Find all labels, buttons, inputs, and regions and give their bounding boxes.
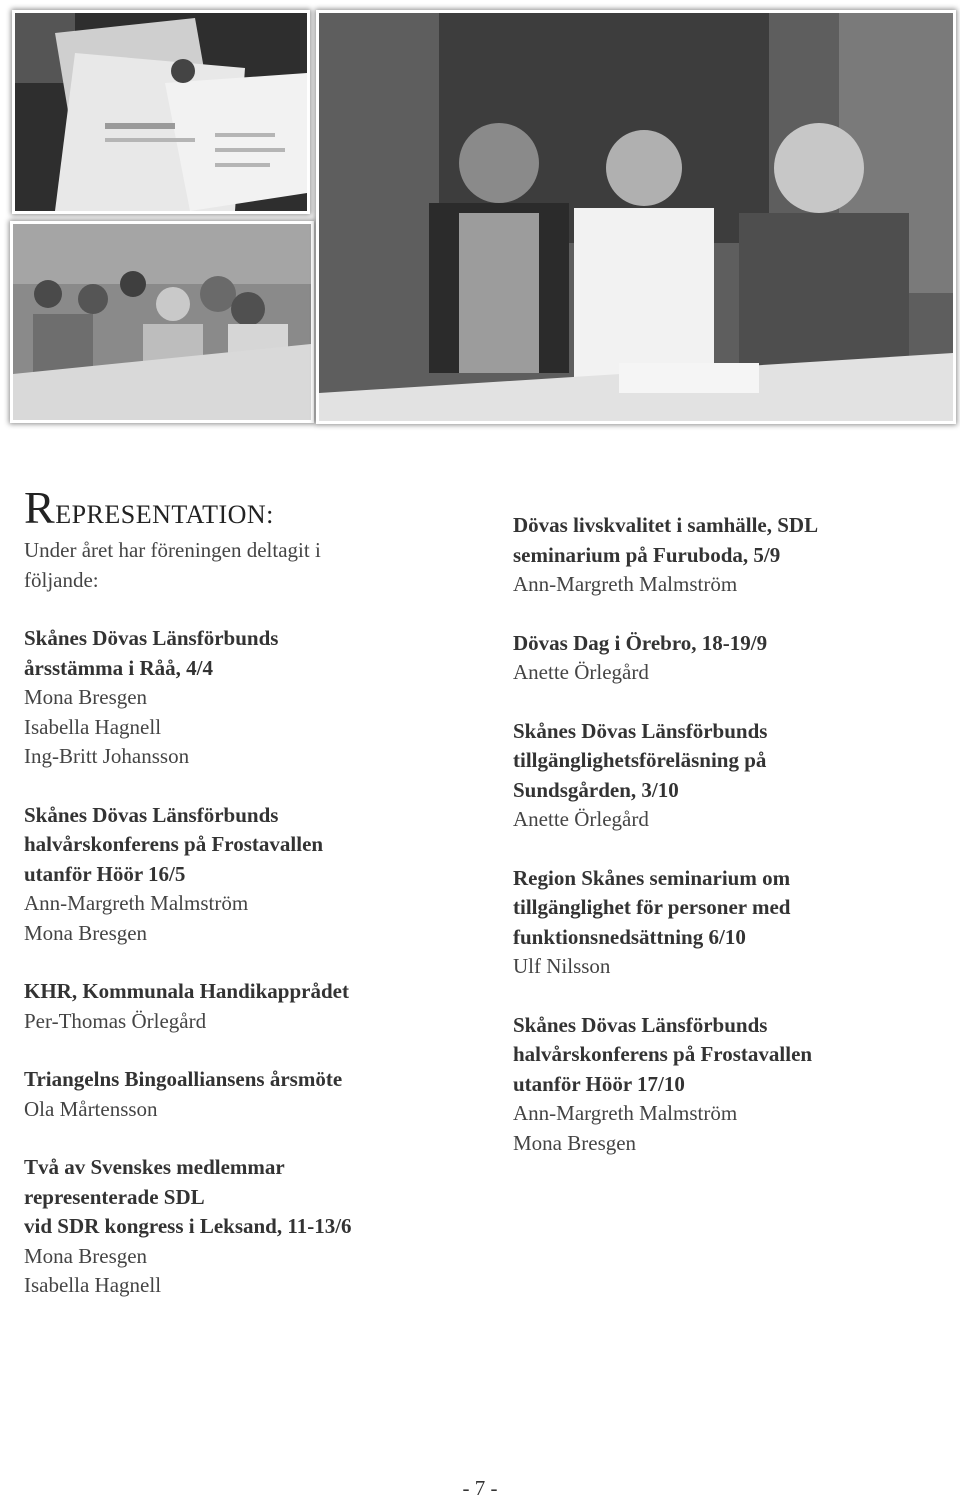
left-column: [24, 482, 464, 1330]
participant-name: Mona Bresgen: [24, 1243, 148, 1268]
photo-documents: [12, 10, 310, 214]
event-title: Skånes Dövas Länsförbunds halvårskonferens på Frostavallen utanför Höör 17/10: [513, 1012, 813, 1096]
participant-name: Mona Bresgen: [24, 685, 148, 709]
section-heading: REPRESENTATION:: [24, 482, 274, 533]
event-entry: [24, 624, 464, 772]
participant-name: Ulf Nilsson: [513, 954, 611, 978]
participant-name: Ola Mårtensson: [24, 1096, 158, 1121]
event-title: Dövas livskvalitet i samhälle, SDL seminarium på Furuboda, 5/9: [513, 513, 819, 567]
event-entry: [513, 1011, 943, 1159]
participant-name: Per-Thomas Örlegård: [24, 1008, 207, 1033]
event-entry: [24, 977, 464, 1036]
participant-name: Ann-Margreth Malmström: [24, 891, 249, 915]
intro-text: Under året har föreningen deltagit i följande:: [24, 538, 321, 592]
event-title: Skånes Dövas Länsförbunds årsstämma i Råå, 4/4: [24, 626, 279, 680]
participant-name: Anette Örlegård: [513, 807, 649, 831]
participant-name: Mona Bresgen: [24, 920, 148, 945]
event-title: Skånes Dövas Länsförbunds halvårskonferens på Frostavallen utanför Höör 16/5: [24, 802, 324, 886]
event-title: KHR, Kommunala Handikapprådet: [24, 979, 349, 1003]
event-entry: [24, 801, 464, 949]
photo-three-women: [316, 10, 956, 424]
participant-name: Mona Bresgen: [513, 1130, 637, 1155]
right-column: [513, 511, 943, 1187]
event-entry: [24, 1153, 464, 1301]
event-entry: [513, 864, 943, 982]
event-title: Dövas Dag i Örebro, 18-19/9: [513, 630, 768, 655]
participant-name: Isabella Hagnell: [24, 1273, 162, 1297]
event-title: Skånes Dövas Länsförbunds tillgänglighetsföreläsning på Sundsgården, 3/10: [513, 718, 768, 802]
participant-name: Ing-Britt Johansson: [24, 744, 190, 768]
event-title: Region Skånes seminarium om tillgänglighet för personer med funktionsnedsättning 6/10: [513, 865, 791, 949]
page-number: - 7 -: [462, 1476, 498, 1500]
event-entry: [513, 717, 943, 835]
event-title: Två av Svenskes medlemmar representerade SDL vid SDR kongress i Leksand, 11-13/6: [24, 1155, 352, 1238]
participant-name: Isabella Hagnell: [24, 714, 162, 739]
participant-name: Ann-Margreth Malmström: [513, 1101, 738, 1125]
event-entry: [513, 629, 943, 688]
participant-name: Ann-Margreth Malmström: [513, 572, 738, 596]
event-entry: [24, 1065, 464, 1124]
participant-name: Anette Örlegård: [513, 660, 649, 684]
event-entry: [513, 511, 943, 600]
photo-conference: [10, 221, 314, 423]
event-title: Triangelns Bingoalliansens årsmöte: [24, 1067, 343, 1091]
